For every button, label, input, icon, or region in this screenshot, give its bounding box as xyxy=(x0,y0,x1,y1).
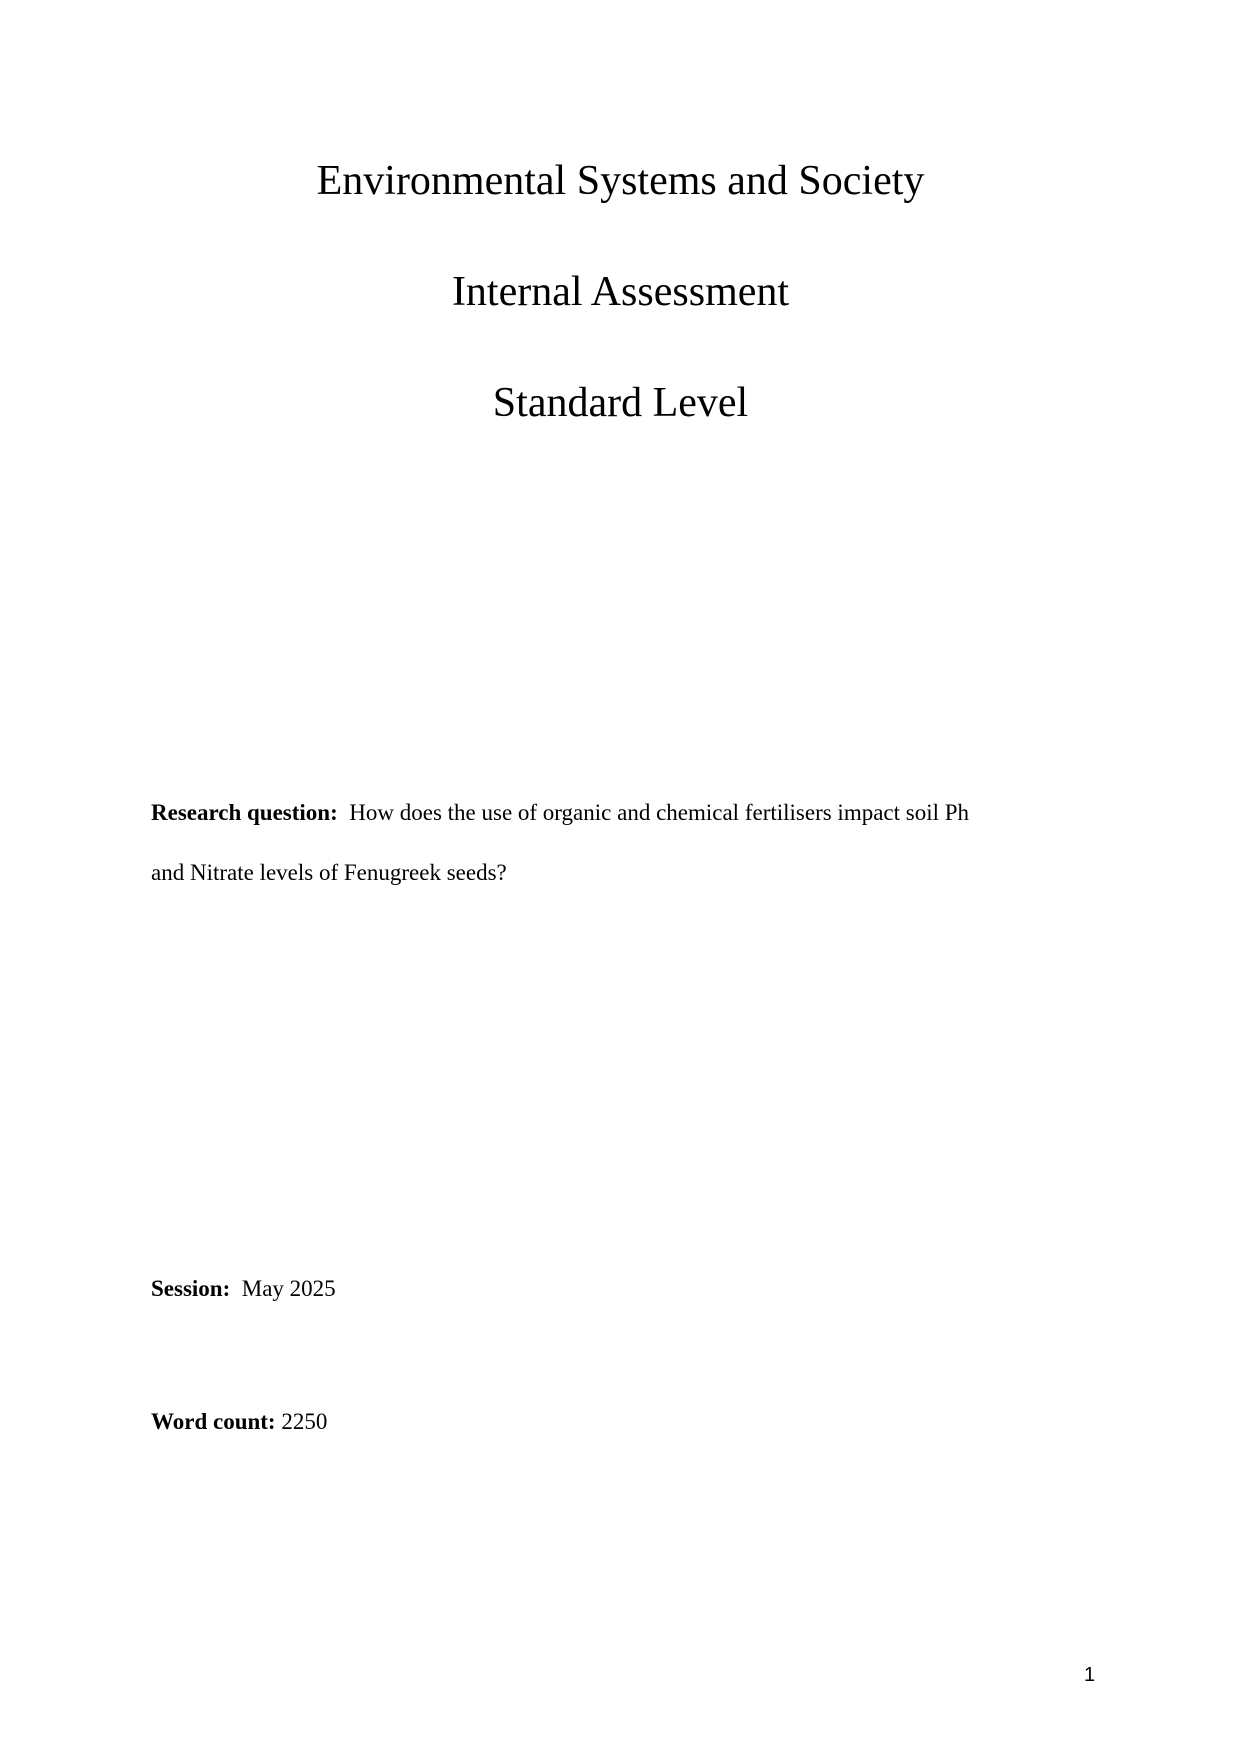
research-question-label: Research question: xyxy=(151,800,338,825)
research-question-text: How does the use of organic and chemical fertilisers impact soil Ph xyxy=(349,800,970,825)
session xyxy=(151,1277,336,1300)
word-count-value: 2250 xyxy=(281,1409,328,1434)
subject-title: Environmental Systems and Society xyxy=(316,158,925,204)
level-title: Standard Level xyxy=(492,380,749,426)
word-count xyxy=(151,1410,327,1433)
session-label: Session: xyxy=(151,1276,231,1301)
research-question-continued: and Nitrate levels of Fenugreek seeds? xyxy=(151,860,507,885)
assessment-title: Internal Assessment xyxy=(451,269,790,315)
session-value: May 2025 xyxy=(241,1276,336,1301)
research-question xyxy=(151,801,969,824)
word-count-label: Word count: xyxy=(151,1409,276,1434)
page-number: 1 xyxy=(1084,1664,1096,1686)
